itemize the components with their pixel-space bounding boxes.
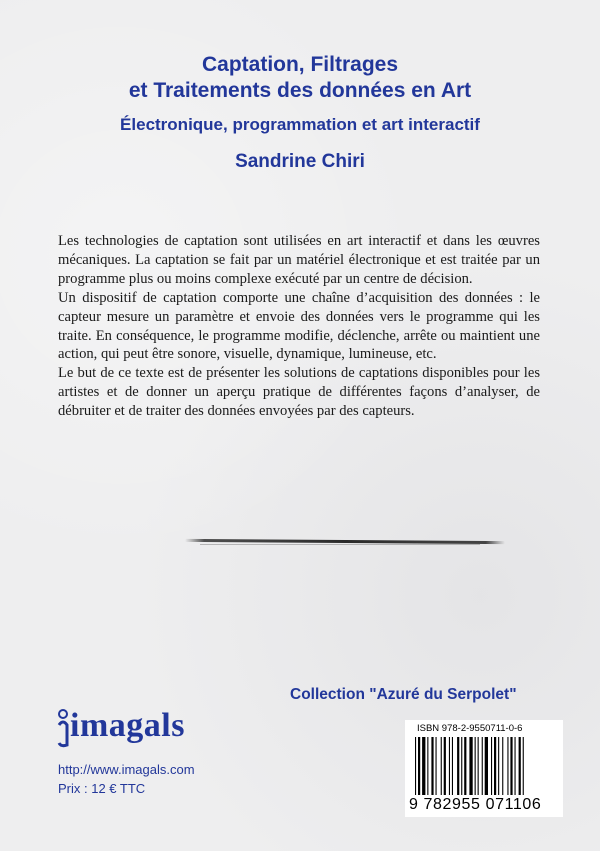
barcode-stripe — [457, 737, 459, 795]
barcode-bars-icon — [413, 737, 553, 795]
barcode-stripe — [436, 737, 437, 795]
book-title-line-1: Captation, Filtrages — [201, 53, 399, 76]
barcode-stripe — [502, 737, 503, 795]
barcode-stripe — [418, 737, 420, 795]
barcode-digits: 9 782955 071106 — [409, 796, 542, 813]
barcode-stripe — [475, 737, 476, 795]
title-block — [0, 52, 600, 174]
price-label: Prix : 12 € TTC — [58, 781, 146, 796]
barcode-stripe — [523, 737, 524, 795]
barcode-stripe — [478, 737, 479, 795]
barcode-stripe — [482, 737, 483, 795]
barcode-stripe — [452, 737, 453, 795]
publisher-url[interactable]: http://www.imagals.com — [58, 762, 195, 777]
barcode-stripe — [449, 737, 450, 795]
barcode-stripe — [444, 737, 446, 795]
blurb-text — [58, 232, 540, 421]
barcode-stripe — [498, 737, 499, 795]
barcode-stripe — [431, 737, 433, 795]
barcode-stripe — [519, 737, 521, 795]
ink-stroke-shadow — [200, 544, 480, 545]
publisher-logo-text: imagals — [70, 707, 185, 744]
book-title-line-2: et Traitements des données en Art — [128, 79, 472, 102]
isbn-barcode — [405, 720, 563, 817]
barcode-stripe — [515, 737, 516, 795]
collection-name: Collection "Azuré du Serpolet" — [290, 686, 517, 703]
barcode-stripe — [510, 737, 512, 795]
barcode-stripe — [415, 737, 416, 795]
barcode-stripe — [491, 737, 492, 795]
barcode-stripe — [427, 737, 428, 795]
barcode-stripe — [464, 737, 466, 795]
barcode-stripe — [441, 737, 442, 795]
author-name: Sandrine Chiri — [235, 151, 365, 172]
blurb-paragraph-3: Le but de ce texte est de présenter les solutions de captations disponibles pour les artistes et de donner un aperçu pratique de différentes façons d’analyser, de débruiter et de traiter des données envoyées par des capteurs. — [58, 365, 540, 420]
barcode-stripe — [507, 737, 508, 795]
blurb-paragraph-2: Un dispositif de captation comporte une chaîne d’acquisition des données : le capteur mesure un paramètre et envoie des données vers le programme qui les traite. En conséquence, le programme modifie, déclenche, arrête ou maintient une action, qui peut être sonore, visuelle, dynamique, lumineuse, etc. — [58, 289, 540, 363]
book-subtitle: Électronique, programmation et art interactif — [120, 115, 480, 134]
isbn-label: ISBN 978-2-9550711-0-6 — [417, 723, 523, 734]
barcode-stripe — [461, 737, 462, 795]
barcode-stripe — [485, 737, 488, 795]
barcode-stripe — [422, 737, 425, 795]
barcode-stripe — [494, 737, 496, 795]
barcode-stripe — [469, 737, 472, 795]
blurb-paragraph-1: Les technologies de captation sont utilisées en art interactif et dans les œuvres mécaniques. La captation se fait par un matériel électronique et est traitée par un programme plus ou moins complexe exécuté par un centre de décision. — [58, 233, 540, 287]
